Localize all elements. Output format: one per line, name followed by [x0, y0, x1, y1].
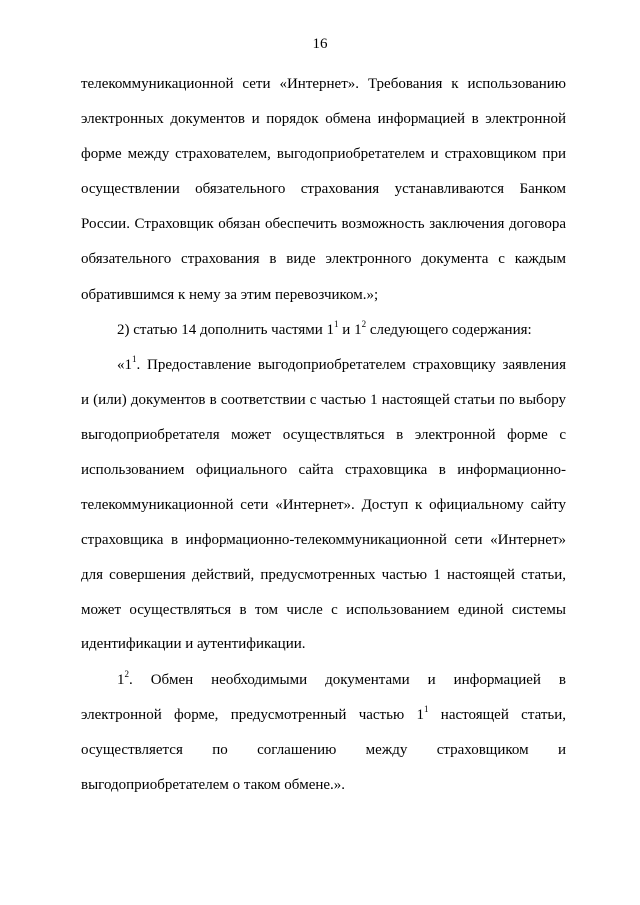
text-line: электронных документов и порядок обмена информацией в электронной: [81, 111, 566, 127]
text-line: телекоммуникационной сети «Интернет». Доступ к официальному сайту: [81, 497, 566, 513]
text-line: [117, 320, 566, 340]
text-line: может осуществляться в том числе с использованием единой системы: [81, 602, 566, 618]
superscript: 1: [423, 704, 429, 714]
superscript: 2: [124, 669, 129, 679]
text-line: и (или) документов в соответствии с частью 1 настоящей статьи по выбору: [81, 392, 566, 408]
page-number: 16: [312, 36, 328, 52]
line-text: . Обмен необходимыми документами и информацией в: [129, 672, 566, 688]
line-text: и 1: [338, 322, 362, 338]
text-line: [81, 705, 566, 725]
text-line: идентификации и аутентификации.: [81, 636, 306, 652]
line-text: . Предоставление выгодоприобретателем страховщику заявления: [136, 357, 566, 373]
text-line: выгодоприобретателя может осуществляться в электронной форме с: [81, 427, 566, 443]
text-line: обратившимся к нему за этим перевозчиком.»;: [81, 287, 379, 303]
text-line: России. Страховщик обязан обеспечить возможность заключения договора: [81, 216, 566, 232]
text-line: выгодоприобретателем о таком обмене.».: [81, 777, 346, 793]
text-line: осуществлении обязательного страхования устанавливаются Банком: [81, 181, 566, 197]
text-line: обязательного страхования в виде электронного документа с каждым: [81, 251, 566, 267]
text-line: [117, 670, 566, 690]
superscript: 1: [334, 319, 339, 329]
text-line: телекоммуникационной сети «Интернет». Требования к использованию: [81, 76, 566, 92]
superscript: 2: [361, 319, 367, 329]
text-line: для совершения действий, предусмотренных частью 1 настоящей статьи,: [81, 567, 566, 583]
line-text: 1: [117, 672, 125, 688]
text-line: осуществляется по соглашению между страховщиком и: [81, 742, 566, 758]
line-text: электронной форме, предусмотренный частью 1: [81, 707, 424, 723]
text-line: страховщика в информационно-телекоммуникационной сети «Интернет»: [81, 532, 566, 548]
text-line: форме между страхователем, выгодоприобретателем и страховщиком при: [81, 146, 566, 162]
line-text: настоящей статьи,: [428, 707, 567, 723]
text-line: использованием официального сайта страховщика в информационно-: [81, 462, 566, 478]
line-text: «1: [117, 357, 132, 373]
superscript: 1: [132, 354, 137, 364]
text-line: [117, 355, 566, 375]
line-text: следующего содержания:: [366, 322, 532, 338]
line-text: 2) статью 14 дополнить частями 1: [117, 322, 335, 338]
